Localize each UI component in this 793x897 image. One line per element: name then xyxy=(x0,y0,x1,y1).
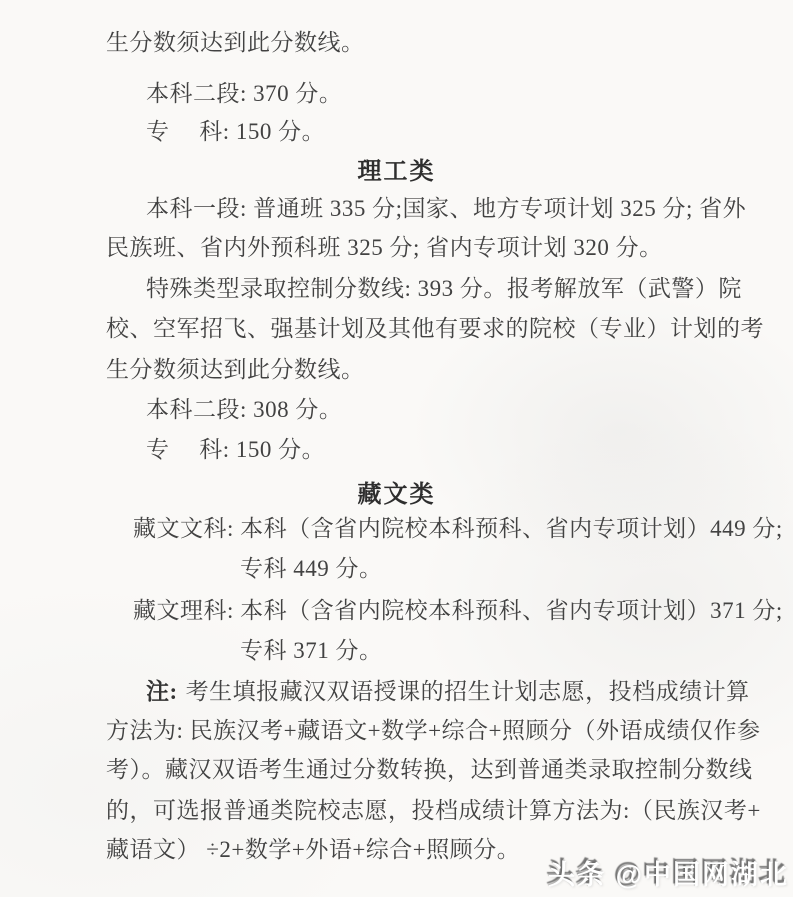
score-line-zangwen-wenke-2: 专科 449 分。 xyxy=(240,556,383,581)
score-line-zhuanke-wenshi: 专 科: 150 分。 xyxy=(146,119,326,144)
note-line-2: 方法为: 民族汉考+藏语文+数学+综合+照顾分（外语成绩仅作参 xyxy=(106,718,761,743)
score-line-zangwen-wenke-1: 藏文文科: 本科（含省内院校本科预科、省内专项计划）449 分; xyxy=(133,516,783,541)
intro-continuation-line: 生分数须达到此分数线。 xyxy=(106,30,365,55)
score-line-benke-erduan-wenshi: 本科二段: 370 分。 xyxy=(146,81,343,106)
score-line-zhuanke-ligong: 专 科: 150 分。 xyxy=(146,437,326,462)
section-heading-zangwen: 藏文类 xyxy=(357,481,436,508)
score-line-zangwen-like-1: 藏文理科: 本科（含省内院校本科预科、省内专项计划）371 分; xyxy=(133,598,783,623)
note-line-5: 藏语文） ÷2+数学+外语+综合+照顾分。 xyxy=(106,837,521,862)
note-line-1-text: 考生填报藏汉双语授课的招生计划志愿，投档成绩计算 xyxy=(185,679,750,704)
score-line-benke-yiduan-1: 本科一段: 普通班 335 分;国家、地方专项计划 325 分; 省外 xyxy=(146,196,747,221)
score-line-benke-erduan-ligong: 本科二段: 308 分。 xyxy=(146,397,343,422)
note-line-1 xyxy=(146,679,750,705)
note-label: 注: xyxy=(146,679,178,704)
score-line-zangwen-like-2: 专科 371 分。 xyxy=(240,638,383,663)
note-line-3: 考）。藏汉双语考生通过分数转换，达到普通类录取控制分数线 xyxy=(106,757,753,782)
note-line-4: 的，可选报普通类院校志愿，投档成绩计算方法为:（民族汉考+ xyxy=(106,798,761,823)
score-line-teshu-leixing-1: 特殊类型录取控制分数线: 393 分。报考解放军（武警）院 xyxy=(146,276,742,301)
score-line-teshu-leixing-3: 生分数须达到此分数线。 xyxy=(106,357,365,382)
score-line-benke-yiduan-2: 民族班、省内外预科班 325 分; 省内专项计划 320 分。 xyxy=(106,235,663,260)
watermark-toutiao: 头条 @中国网湖北 xyxy=(548,860,789,890)
section-heading-ligong: 理工类 xyxy=(357,158,436,185)
score-line-teshu-leixing-2: 校、空军招飞、强基计划及其他有要求的院校（专业）计划的考 xyxy=(106,316,764,341)
